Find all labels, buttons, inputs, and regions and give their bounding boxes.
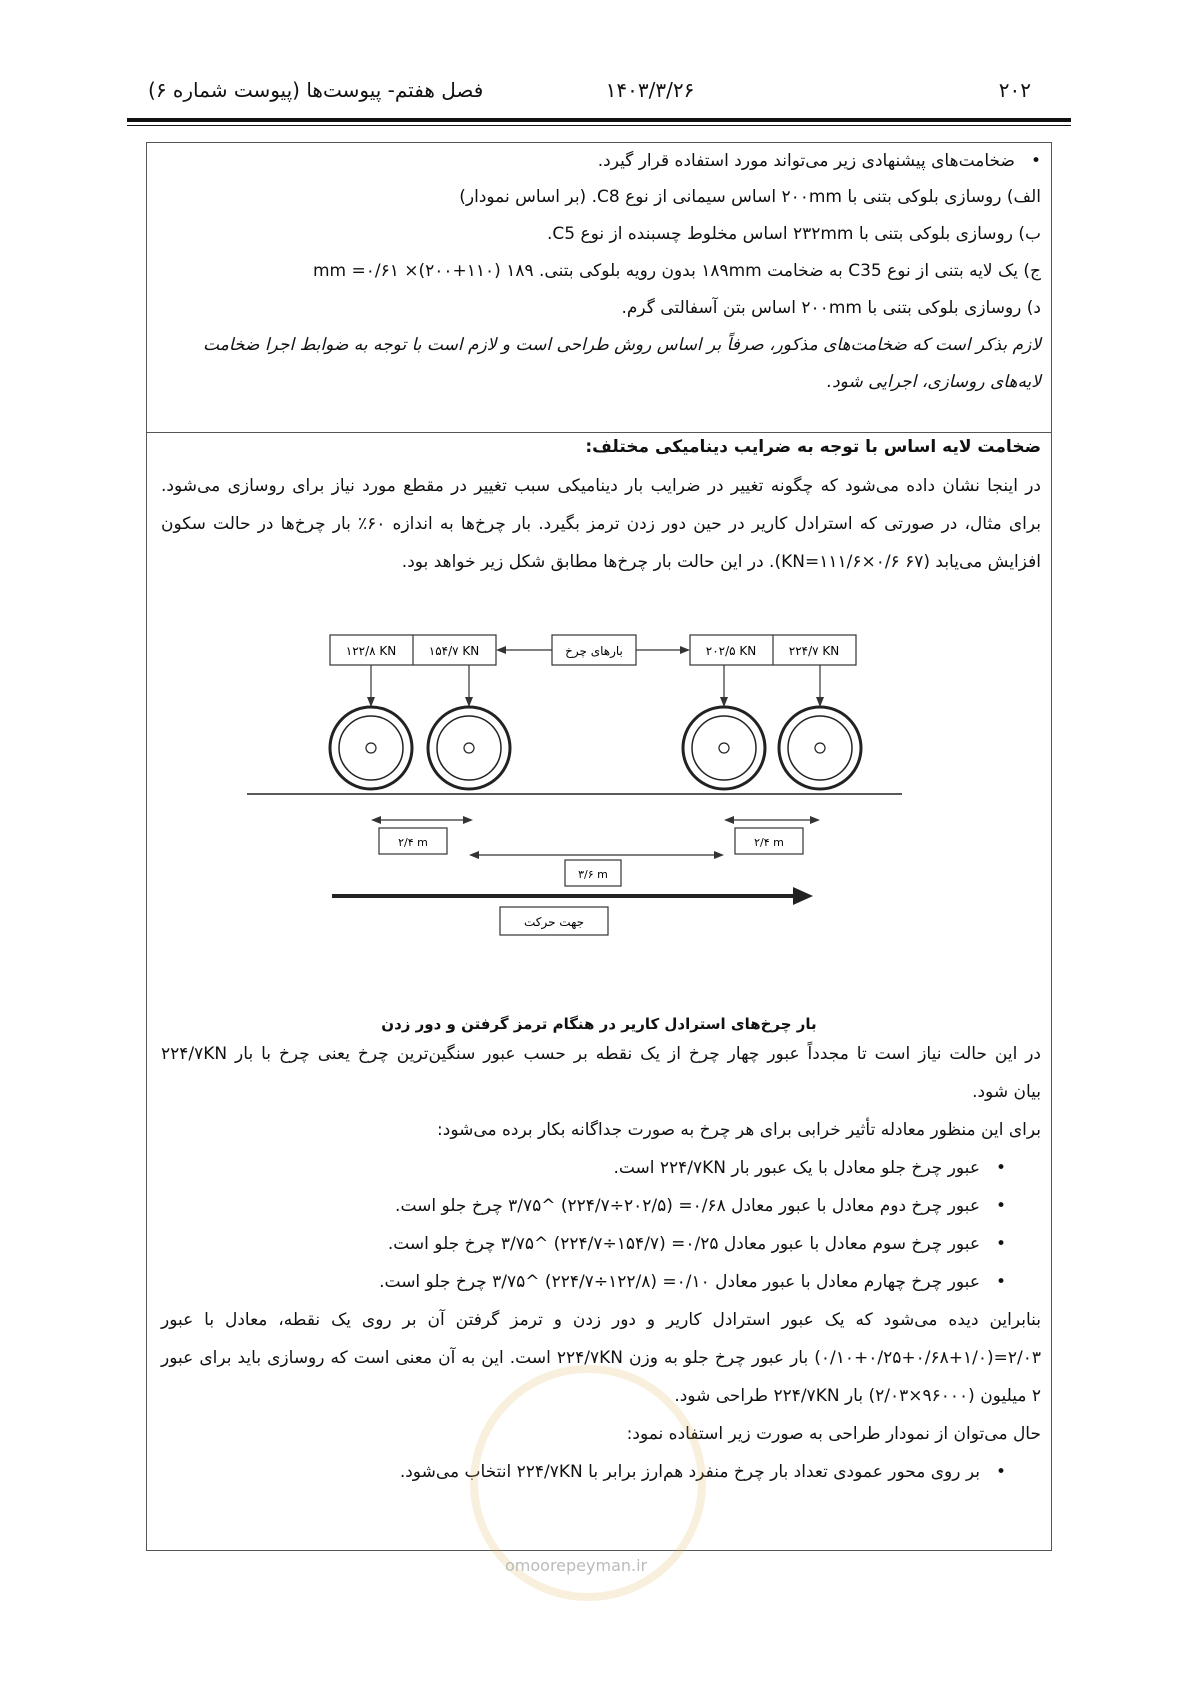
- header-rule-thin: [127, 125, 1071, 126]
- page-date: ۱۴۰۳/۳/۲۶: [605, 78, 695, 102]
- wheel-4: [779, 707, 861, 789]
- para1-line2: برای مثال، در صورتی که استرادل کاریر در حین دور زدن ترمز بگیرد. بار چرخ‌ها به اندازه ۶۰٪ بار چرخ‌ها در حالت سکون: [161, 514, 1041, 534]
- bullet-1: •عبور چرخ جلو معادل با یک عبور بار ۲۲۴/۷KN است.: [613, 1158, 1006, 1178]
- bullet-4: •عبور چرخ چهارم معادل با عبور معادل ۰/۱۰= (۱۲۲/۸÷۲۲۴/۷) ^۳/۷۵ چرخ جلو است.: [379, 1272, 1006, 1292]
- note-line-1: لازم بذکر است که ضخامت‌های مذکور، صرفاً بر اساس روش طراحی است و لازم است با توجه به ضوابط اجرا ضخامت: [203, 335, 1041, 355]
- para1-line3: افزایش می‌یابد (۶۷ KN=۱۱۱/۶×۰/۶). در این حالت بار چرخ‌ها مطابق شکل زیر خواهد بود.: [401, 552, 1041, 572]
- para3-line2: ۲/۰۳=(۰/۱۰+۰/۲۵+۰/۶۸+۱/۰) بار عبور چرخ جلو به وزن ۲۲۴/۷KN است. این به آن معنی است که روسازی باید برای عبور: [161, 1348, 1042, 1368]
- wheel-1: [330, 707, 412, 789]
- dim-right-label: ۲/۴ m: [754, 836, 784, 849]
- bullet-2: •عبور چرخ دوم معادل با عبور معادل ۰/۶۸= (۲۰۲/۵÷۲۲۴/۷) ^۳/۷۵ چرخ جلو است.: [395, 1196, 1006, 1216]
- watermark-site: omoorepeyman.ir: [505, 1556, 648, 1575]
- wheel-loads-label: بارهای چرخ: [565, 644, 623, 658]
- option-c: ج) یک لایه بتنی از نوع C35 به ضخامت ۱۸۹mm بدون رویه بلوکی بتنی. ۱۸۹ mm =۰/۶۱ ×(۲۰۰+۱۱۰): [312, 261, 1041, 281]
- para2-line2: بیان شود.: [972, 1082, 1041, 1102]
- last-bullet: •بر روی محور عمودی تعداد بار چرخ منفرد هم‌ارز برابر با ۲۲۴/۷KN انتخاب می‌شود.: [399, 1462, 1006, 1482]
- para3-line4: حال می‌توان از نمودار طراحی به صورت زیر استفاده نمود:: [626, 1424, 1041, 1444]
- thickness-options-box: [146, 142, 1052, 433]
- load-label-2: ۱۵۴/۷ KN: [428, 644, 480, 658]
- figure-caption: بار چرخ‌های استرادل کاریر در هنگام ترمز گرفتن و دور زدن: [381, 1015, 817, 1033]
- wheel-2: [428, 707, 510, 789]
- option-a: الف) روسازی بلوکی بتنی با ۲۰۰mm اساس سیمانی از نوع C8. (بر اساس نمودار): [459, 187, 1041, 207]
- header-rule-thick: [127, 118, 1071, 122]
- dim-middle-label: ۳/۶ m: [578, 868, 608, 881]
- load-label-3: ۲۰۲/۵ KN: [705, 644, 757, 658]
- option-d: د) روسازی بلوکی بتنی با ۲۰۰mm اساس بتن آسفالتی گرم.: [621, 298, 1041, 318]
- load-label-4: ۲۲۴/۷ KN: [788, 644, 840, 658]
- para2-line1: در این حالت نیاز است تا مجدداً عبور چهار چرخ از یک نقطه بر حسب عبور سنگین‌ترین چرخ یعنی چرخ با بار ۲۲۴/۷KN: [161, 1044, 1041, 1064]
- chapter-title: فصل هفتم- پیوست‌ها (پیوست شماره ۶): [148, 78, 484, 102]
- section-title: ضخامت لایه اساس با توجه به ضرایب دینامیکی مختلف:: [585, 437, 1041, 457]
- option-b: ب) روسازی بلوکی بتنی با ۲۳۲mm اساس مخلوط چسبنده از نوع C5.: [547, 224, 1041, 244]
- options-intro: •ضخامت‌های پیشنهادی زیر می‌تواند مورد استفاده قرار گیرد.: [597, 151, 1041, 171]
- direction-label: جهت حرکت: [523, 915, 585, 929]
- wheel-load-diagram: [247, 606, 967, 976]
- para3-line1: بنابراین دیده می‌شود که یک عبور استرادل کاریر و دور زدن و ترمز گرفتن آن بر روی یک نقطه، معادل با عبور: [161, 1310, 1041, 1330]
- dim-left-label: ۲/۴ m: [398, 836, 428, 849]
- wheel-3: [683, 707, 765, 789]
- para2-line3: برای این منظور معادله تأثیر خرابی برای هر چرخ به صورت جداگانه بکار برده می‌شود:: [437, 1120, 1041, 1140]
- load-label-1: ۱۲۲/۸ KN: [345, 644, 397, 658]
- para3-line3: ۲ میلیون (۹۶۰۰۰×۲/۰۳) بار ۲۲۴/۷KN طراحی شود.: [674, 1386, 1041, 1406]
- bullet-3: •عبور چرخ سوم معادل با عبور معادل ۰/۲۵= (۱۵۴/۷÷۲۲۴/۷) ^۳/۷۵ چرخ جلو است.: [387, 1234, 1006, 1254]
- para1-line1: در اینجا نشان داده می‌شود که چگونه تغییر در ضرایب بار دینامیکی سبب تغییر در مقطع مورد نیاز برای روسازی می‌شود.: [161, 476, 1041, 496]
- page-number: ۲۰۲: [998, 78, 1031, 102]
- note-line-2: لایه‌های روسازی، اجرایی شود.: [826, 372, 1041, 392]
